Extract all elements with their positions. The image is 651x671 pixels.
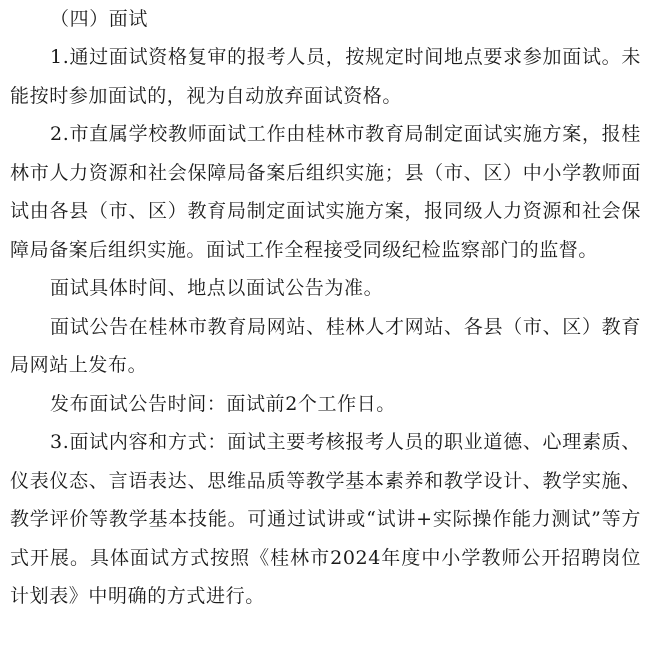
- document-body: [10, 0, 641, 616]
- paragraph-announcement-time: 发布面试公告时间：面试前2个工作日。: [50, 392, 396, 415]
- paragraph-announcement-sites: 面试公告在桂林市教育局网站、桂林人才网站、各县（市、区）教育局网站上发布。: [10, 315, 641, 376]
- section-heading: （四）面试: [50, 8, 149, 30]
- paragraph-interview-organization: 2.市直属学校教师面试工作由桂林市教育局制定面试实施方案，报桂林市人力资源和社会保障局备案后组织实施；县（市、区）中小学教师面试由各县（市、区）教育局制定面试实施方案，报同级人力资源和社会保障局备案后组织实施。面试工作全程接受同级纪检监察部门的监督。: [10, 123, 641, 261]
- paragraph-interview-time-place: 面试具体时间、地点以面试公告为准。: [50, 277, 384, 299]
- paragraph-attend-interview: 1.通过面试资格复审的报考人员，按规定时间地点要求参加面试。未能按时参加面试的，视为自动放弃面试资格。: [10, 46, 641, 107]
- paragraph-interview-content: 3.面试内容和方式：面试主要考核报考人员的职业道德、心理素质、仪表仪态、言语表达、思维品质等教学基本素养和教学设计、教学实施、教学评价等教学基本技能。可通过试讲或“试讲+实际操作能力测试”等方式开展。具体面试方式按照《桂林市2024年度中小学教师公开招聘岗位计划表》中明确的方式进行。: [10, 431, 641, 607]
